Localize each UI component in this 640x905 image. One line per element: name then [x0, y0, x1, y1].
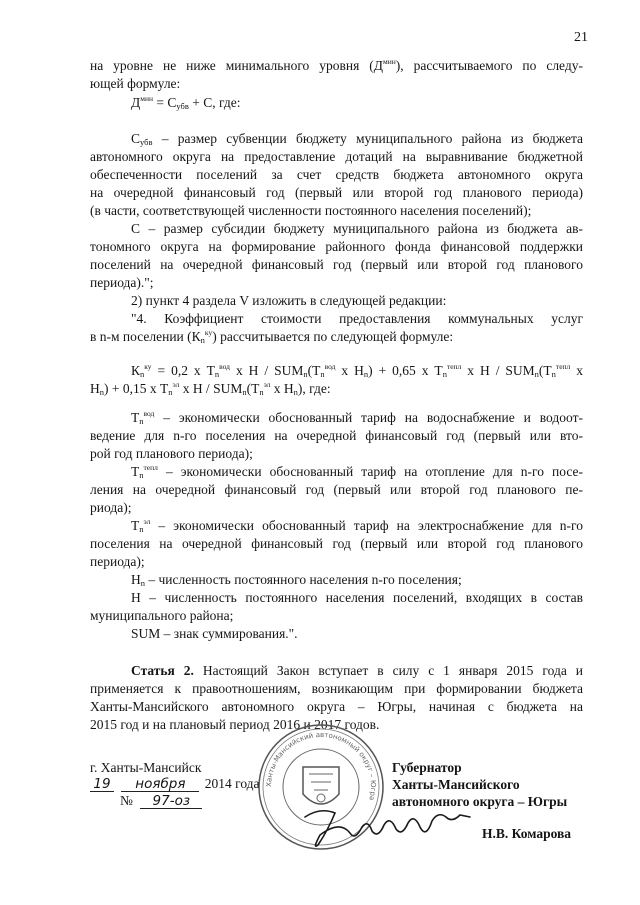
- definition-line: $Т_n^{тепл}$ – экономически обоснованный тариф на отопление для n-го посе-: [131, 463, 583, 480]
- definition-line: SUM – знак суммирования.".: [131, 626, 298, 641]
- text-line: "4. Коэффициент стоимости предоставления коммунальных услуг: [131, 311, 583, 326]
- article-line: 2015 год и на плановый период 2016 и 2017 годов.: [90, 717, 380, 732]
- definition-line: тономного округа на формирование районного фонда финансовой поддержки: [90, 239, 583, 254]
- definition-line: Н – численность постоянного населения поселений, входящих в состав: [131, 590, 583, 605]
- definition-line: периода).";: [90, 275, 154, 290]
- list-item: 2) пункт 4 раздела V изложить в следующей редакции:: [131, 293, 447, 308]
- governor-title-1: Губернатор: [392, 760, 462, 775]
- definition-line: риода);: [90, 500, 132, 515]
- formula-line: $К_n^{ку} = 0,2$ x $Т_n^{вод}$ x Н / $SUM_n(Т_n^{вод}$ x $Н_n) + 0,65$ x $Т_n^{тепл}$ x Н / $SUM_n(Т_n^{тепл}$ x: [131, 362, 584, 379]
- definition-line: поселений на очередной финансовый год (первый или второй год планового: [90, 257, 583, 272]
- definition-line: $Т_n^{эл}$ – экономически обоснованный тариф на электроснабжение для n-го: [131, 517, 583, 534]
- definition-line: $Т_n^{вод}$ – экономически обоснованный тариф на водоснабжение и водоот-: [131, 409, 583, 426]
- article-label: Статья 2.: [131, 663, 194, 678]
- article-line: Статья 2. Настоящий Закон вступает в силу с 1 января 2015 года и: [131, 663, 583, 678]
- text-line: ющей формуле:: [90, 76, 181, 91]
- governor-name: Н.В. Комарова: [482, 826, 572, 841]
- text-line: на уровне не ниже минимального уровня $(Д^{мин})$, рассчитываемого по следу-: [90, 57, 583, 73]
- year: 2014 года: [204, 776, 260, 791]
- date-line: [90, 776, 260, 792]
- text-line: в n-м поселении $(К_n^{ку})$ рассчитывается по следующей формуле:: [90, 328, 454, 345]
- formula-line: $Н_n) + 0,15$ x $Т_n^{эл}$ x Н / $SUM_n(Т_n^{эл}$ x $Н_n$), где:: [90, 380, 331, 397]
- definition-line: автономного округа на предоставление дотаций на выравнивание бюджетной: [90, 149, 583, 164]
- article-line: применяется к правоотношениям, возникающим при формировании бюджета: [90, 681, 583, 696]
- governor-title-3: автономного округа – Югры: [392, 794, 568, 809]
- definition-line: муниципального района;: [90, 608, 234, 623]
- city: г. Ханты-Мансийск: [90, 760, 202, 775]
- definition-line: периода);: [90, 554, 145, 569]
- page-number: 21: [574, 30, 588, 45]
- law-number: № 97-оз: [120, 793, 202, 809]
- definition-line: (в части, соответствующей численности постоянного населения поселений);: [90, 203, 532, 218]
- article-line: Ханты-Мансийского автономного округа – Югры, начиная с бюджета на: [90, 699, 583, 714]
- definition-line: $С_{убв}$ – размер субвенции бюджету муниципального района из бюджета: [131, 131, 583, 147]
- formula-dmin: $Д^{мин} = С_{убв} + С$, где:: [131, 94, 241, 111]
- definition-line: поселения на очередной финансовый год (первый или второй год планового: [90, 536, 583, 551]
- governor-title-2: Ханты-Мансийского: [392, 777, 520, 792]
- definition-line: $Н_n$ – численность постоянного населения n-го поселения;: [131, 572, 462, 588]
- definition-line: ведение для n-го поселения на очередной финансовый год (первый или вто-: [90, 428, 583, 443]
- day: 19: [90, 778, 114, 792]
- definition-line: С – размер субсидии бюджету муниципального района из бюджета ав-: [131, 221, 583, 236]
- definition-line: на очередной финансовый год (первый или второй год планового периода): [90, 185, 583, 200]
- definition-line: обеспеченности поселений за счет средств бюджета автономного округа: [90, 167, 583, 182]
- definition-line: рой год планового периода);: [90, 446, 253, 461]
- month: ноября: [121, 778, 199, 792]
- svg-text:Ханты-Мансийский автономный ок: Ханты-Мансийский автономный округ – Югра: [264, 730, 378, 802]
- signature: [300, 805, 480, 855]
- definition-line: ления на очередной финансовый год (первый или второй год планового пе-: [90, 482, 583, 497]
